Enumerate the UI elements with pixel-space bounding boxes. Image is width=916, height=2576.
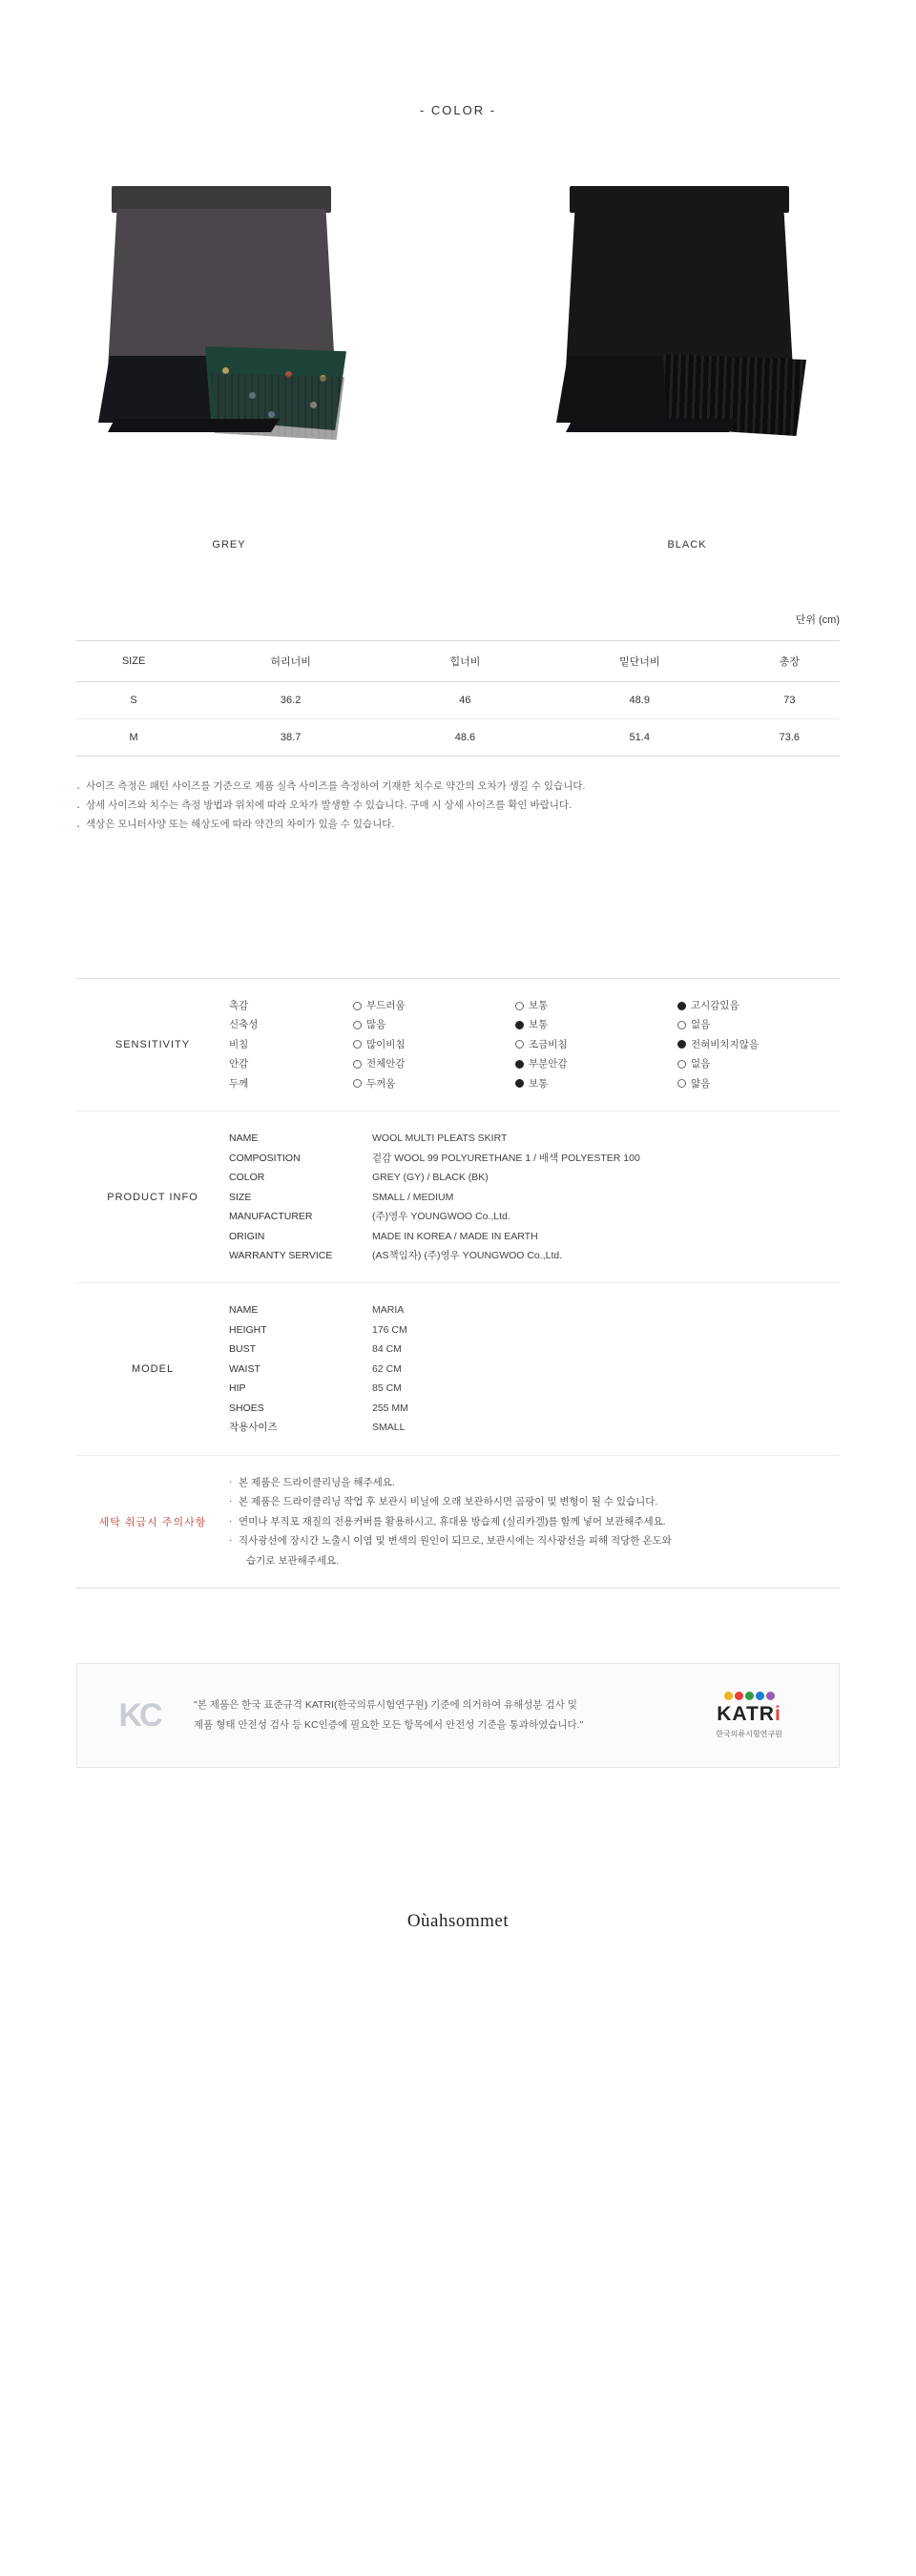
- size-unit-label: 단위 (cm): [795, 614, 840, 626]
- sensitivity-label: 비침: [229, 1038, 249, 1050]
- info-key: ORIGIN: [229, 1230, 265, 1242]
- katri-subtitle: 한국의류시험연구원: [716, 1730, 782, 1739]
- size-cell: 73.6: [739, 719, 840, 757]
- size-cell: 36.2: [191, 682, 390, 719]
- option-label: 조금비침: [529, 1038, 568, 1050]
- info-value: SMALL / MEDIUM: [372, 1191, 454, 1203]
- katri-dot: [735, 1692, 743, 1700]
- sensitivity-row: [76, 978, 840, 1111]
- info-key: MANUFACTURER: [229, 1211, 313, 1223]
- info-line: [229, 1360, 840, 1379]
- katri-dots-icon: [692, 1692, 806, 1700]
- info-line: [229, 1379, 840, 1398]
- size-table-header: 힙너비: [390, 641, 540, 682]
- sensitivity-label: 촉감: [229, 999, 249, 1011]
- skirt-illustration-grey: [91, 186, 367, 472]
- katri-wordmark-text: KATR: [717, 1703, 775, 1726]
- product-info-title: PRODUCT INFO: [76, 1111, 229, 1283]
- sensitivity-labels: [229, 996, 353, 1093]
- option-label: 없음: [691, 1058, 711, 1070]
- info-key: COLOR: [229, 1172, 265, 1184]
- product-info-content: [229, 1111, 840, 1283]
- model-row: [76, 1283, 840, 1455]
- sensitivity-label: 안감: [229, 1058, 249, 1070]
- detail-info-table: [76, 978, 840, 1589]
- radio-icon: [353, 1060, 362, 1069]
- kc-description-line: 제품 형태 안전성 검사 등 KC인증에 필요한 모든 항목에서 안전성 기준을 통과하였습니다.": [194, 1719, 584, 1732]
- katri-wordmark-accent: i: [774, 1703, 781, 1726]
- radio-icon-selected: [677, 1040, 686, 1049]
- sensitivity-content: [229, 978, 840, 1111]
- size-cell: 38.7: [191, 719, 390, 757]
- katri-dot: [745, 1692, 754, 1700]
- size-cell: 48.9: [540, 682, 739, 719]
- info-line: [229, 1340, 840, 1359]
- radio-icon-selected: [515, 1079, 524, 1088]
- info-line: [229, 1149, 840, 1168]
- wash-row: [76, 1455, 840, 1588]
- sensitivity-option: [353, 996, 515, 1015]
- size-notes: [76, 778, 840, 835]
- wash-line: · 본 제품은 드라이클리닝 작업 후 보관시 비닐에 오래 보관하시면 곰팡이 및 변형이 될 수 있습니다.: [229, 1492, 821, 1511]
- option-label: 얇음: [691, 1077, 711, 1090]
- info-key: SHOES: [229, 1402, 264, 1414]
- sensitivity-option: [515, 1015, 677, 1034]
- size-table-header-row: [76, 641, 840, 682]
- option-label: 전혀비치지않음: [691, 1038, 760, 1050]
- kc-icon: KC: [118, 1696, 160, 1734]
- radio-icon-selected: [677, 1002, 686, 1010]
- kc-description-line: "본 제품은 한국 표준규격 KATRI(한국의류시험연구원) 기준에 의거하여 유해성분 검사 및: [194, 1699, 577, 1712]
- info-value: (AS책임자) (주)영우 YOUNGWOO Co.,Ltd.: [372, 1249, 563, 1261]
- info-value: (주)영우 YOUNGWOO Co.,Ltd.: [372, 1211, 510, 1223]
- wash-line-continued: 습기로 보관해주세요.: [246, 1554, 340, 1567]
- info-value: 62 CM: [372, 1362, 402, 1375]
- table-row: [76, 682, 840, 719]
- sensitivity-option: [677, 1054, 840, 1073]
- option-label: 보통: [529, 999, 549, 1011]
- model-content: [229, 1283, 840, 1455]
- info-value: GREY (GY) / BLACK (BK): [372, 1172, 489, 1184]
- color-variants: [0, 167, 916, 551]
- info-value: WOOL MULTI PLEATS SKIRT: [372, 1132, 508, 1145]
- color-section-title: - COLOR -: [419, 103, 497, 117]
- radio-icon: [353, 1002, 362, 1010]
- skirt-body: [566, 209, 793, 369]
- katri-dot: [756, 1692, 764, 1700]
- size-cell: 73: [739, 682, 840, 719]
- info-value: 겉감 WOOL 99 POLYURETHANE 1 / 배색 POLYESTER 100: [372, 1152, 640, 1164]
- info-key: HEIGHT: [229, 1323, 267, 1336]
- option-label: 많이비침: [366, 1038, 406, 1050]
- option-label: 고시감있음: [691, 999, 739, 1011]
- info-line: [229, 1320, 840, 1340]
- skirt-waistband: [112, 186, 331, 213]
- skirt-hem: [108, 419, 280, 432]
- skirt-hem: [566, 419, 738, 432]
- size-table-header: 허리너비: [191, 641, 390, 682]
- skirt-waistband: [570, 186, 789, 213]
- info-key: HIP: [229, 1382, 246, 1395]
- katri-dot: [724, 1692, 733, 1700]
- info-line: [229, 1246, 840, 1265]
- sensitivity-option: [353, 1074, 515, 1093]
- skirt-illustration-black: [549, 186, 825, 472]
- wash-content: [229, 1455, 840, 1588]
- skirt-body: [108, 209, 335, 369]
- info-value: MADE IN KOREA / MADE IN EARTH: [372, 1230, 538, 1242]
- sensitivity-option: [677, 1074, 840, 1093]
- info-line: [229, 1168, 840, 1187]
- wash-title: 세탁 취급시 주의사항: [98, 1516, 207, 1528]
- radio-icon-selected: [515, 1060, 524, 1069]
- size-table-header: SIZE: [76, 641, 191, 682]
- info-line: [229, 1399, 840, 1418]
- info-line: [229, 1300, 840, 1319]
- product-info-row: [76, 1111, 840, 1283]
- info-key: COMPOSITION: [229, 1152, 301, 1164]
- info-value: 176 CM: [372, 1323, 407, 1336]
- brand-logo: Oùahsommet: [406, 1911, 510, 1932]
- info-line: [229, 1188, 840, 1207]
- radio-icon: [515, 1002, 524, 1010]
- option-label: 두꺼움: [366, 1077, 396, 1090]
- option-label: 부분안감: [529, 1058, 568, 1070]
- size-note: · 상세 사이즈와 치수는 측정 방법과 위치에 따라 오차가 발생할 수 있습니다. 구매 시 상세 사이즈를 확인 바랍니다.: [76, 797, 840, 816]
- color-variant-black: [530, 167, 844, 551]
- size-cell: M: [76, 719, 191, 757]
- info-value: MARIA: [372, 1304, 405, 1317]
- radio-icon: [353, 1040, 362, 1049]
- radio-icon: [677, 1021, 686, 1029]
- kc-certification-banner: [76, 1663, 840, 1768]
- kc-description: [169, 1695, 692, 1735]
- info-line: [229, 1227, 840, 1246]
- option-label: 많음: [366, 1019, 386, 1031]
- sensitivity-option: [677, 1035, 840, 1054]
- option-label: 전체안감: [366, 1058, 406, 1070]
- size-table: [76, 640, 840, 757]
- size-cell: 48.6: [390, 719, 540, 757]
- info-key: SIZE: [229, 1191, 252, 1203]
- info-value: 255 MM: [372, 1402, 408, 1414]
- table-row: [76, 719, 840, 757]
- info-line: [229, 1207, 840, 1226]
- wash-line: · 직사광선에 장시간 노출시 이염 및 변색의 원인이 되므로, 보관시에는 직사광선을 피해 적당한 온도와: [229, 1531, 821, 1550]
- info-key: WARRANTY SERVICE: [229, 1249, 333, 1261]
- sensitivity-option: [677, 1015, 840, 1034]
- info-key: 착용사이즈: [229, 1422, 278, 1434]
- radio-icon: [677, 1079, 686, 1088]
- sensitivity-options: [353, 996, 840, 1093]
- info-key: WAIST: [229, 1362, 260, 1375]
- wash-line: · 본 제품은 드라이클리닝을 해주세요.: [229, 1473, 821, 1492]
- radio-icon: [353, 1021, 362, 1029]
- radio-icon: [677, 1060, 686, 1069]
- product-image-black: [530, 167, 844, 472]
- sensitivity-option: [353, 1015, 515, 1034]
- radio-icon: [515, 1040, 524, 1049]
- katri-dot: [766, 1692, 775, 1700]
- size-cell: 46: [390, 682, 540, 719]
- size-cell: 51.4: [540, 719, 739, 757]
- option-label: 부드러움: [366, 999, 406, 1011]
- sensitivity-option: [515, 1054, 677, 1073]
- sensitivity-label: 신축성: [229, 1019, 259, 1031]
- radio-icon-selected: [515, 1021, 524, 1029]
- sensitivity-title: SENSITIVITY: [76, 978, 229, 1111]
- radio-icon: [353, 1079, 362, 1088]
- info-line: [229, 1418, 840, 1437]
- product-image-grey: [72, 167, 386, 472]
- size-table-header: 밑단너비: [540, 641, 739, 682]
- option-label: 보통: [529, 1019, 549, 1031]
- sensitivity-label: 두께: [229, 1077, 249, 1090]
- print-dot: [222, 367, 229, 374]
- katri-wordmark: [692, 1703, 806, 1726]
- size-table-header: 총장: [739, 641, 840, 682]
- option-label: 보통: [529, 1077, 549, 1090]
- size-note: · 색상은 모니터사양 또는 해상도에 따라 약간의 차이가 있을 수 있습니다.: [76, 816, 840, 835]
- info-value: SMALL: [372, 1422, 406, 1434]
- info-key: NAME: [229, 1304, 259, 1317]
- info-value: 84 CM: [372, 1343, 402, 1356]
- sensitivity-option: [353, 1035, 515, 1054]
- sensitivity-option: [515, 1074, 677, 1093]
- info-key: BUST: [229, 1343, 257, 1356]
- sensitivity-option: [353, 1054, 515, 1073]
- size-note: · 사이즈 측정은 패턴 사이즈를 기준으로 제품 실측 사이즈를 측정하여 기재한 치수로 약간의 오차가 생길 수 있습니다.: [76, 778, 840, 797]
- model-title: MODEL: [76, 1283, 229, 1455]
- sensitivity-option: [515, 1035, 677, 1054]
- option-label: 없음: [691, 1019, 711, 1031]
- sensitivity-option: [677, 996, 840, 1015]
- info-key: NAME: [229, 1132, 259, 1145]
- color-variant-grey: [72, 167, 386, 551]
- info-value: 85 CM: [372, 1382, 402, 1395]
- sensitivity-option: [515, 996, 677, 1015]
- info-line: [229, 1129, 840, 1148]
- katri-logo: [692, 1692, 806, 1739]
- wash-line: · 연미나 부직포 재질의 전용커버를 활용하시고, 휴대용 방습제 (실리카겔)를 함께 넣어 보관해주세요.: [229, 1512, 821, 1531]
- color-label-black: BLACK: [667, 539, 707, 551]
- size-cell: S: [76, 682, 191, 719]
- color-label-grey: GREY: [212, 539, 246, 551]
